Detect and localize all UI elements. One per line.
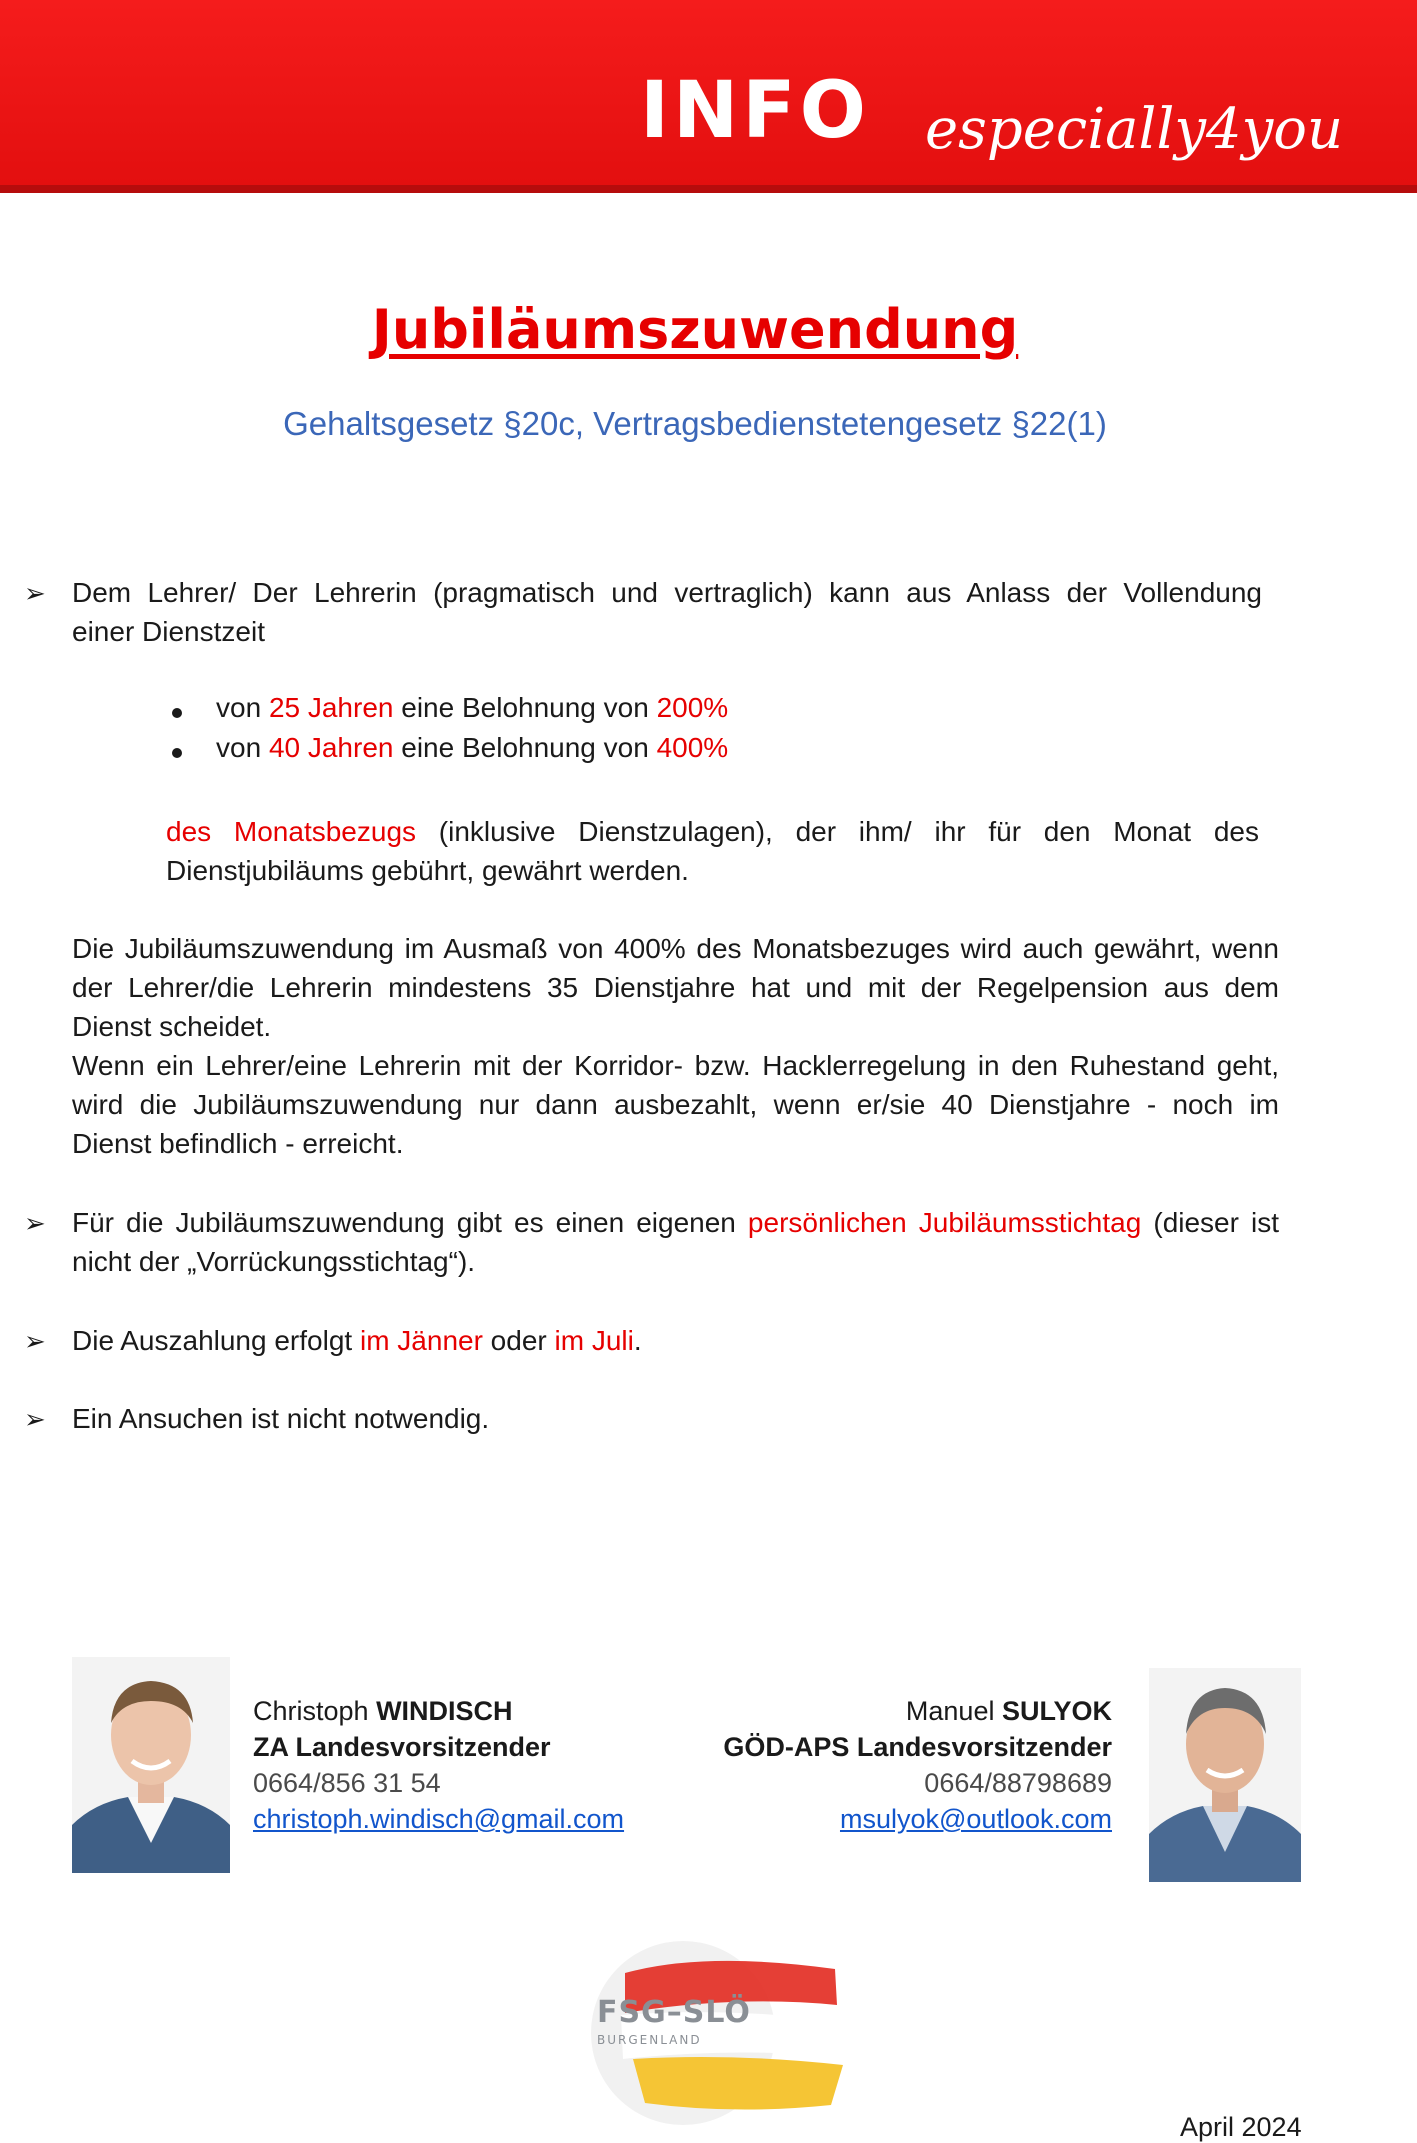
header-banner xyxy=(0,0,1417,193)
stichtag-highlight: persönlichen Jubiläumsstichtag xyxy=(747,1207,1142,1238)
bullet-years: 40 Jahren xyxy=(268,732,394,763)
paragraph-line: Die Jubiläumszuwendung im Ausmaß von 400% des Monatsbezuges wird auch gewährt, wenn xyxy=(72,933,1279,964)
stichtag-line-2: nicht der „Vorrückungsstichtag“). xyxy=(72,1246,476,1277)
ansuchen-paragraph: Ein Ansuchen ist nicht notwendig. xyxy=(72,1403,490,1434)
brushstroke-flag-icon xyxy=(585,1935,850,2125)
bullet-item-40 xyxy=(216,732,728,764)
monatsbezug-line-2: Dienstjubiläums gebührt, gewährt werden. xyxy=(166,855,689,886)
intro-line-2: einer Dienstzeit xyxy=(72,616,265,647)
contact-left xyxy=(253,1693,624,1837)
banner-tagline: especially4you xyxy=(925,97,1344,162)
contact-phone: 0664/88798689 xyxy=(924,1768,1112,1798)
contact-right xyxy=(723,1693,1112,1837)
monatsbezug-line-1 xyxy=(166,812,1259,851)
main-paragraph xyxy=(72,929,1279,1163)
contact-name xyxy=(253,1693,624,1729)
paragraph-line: Dienst befindlich - erreicht. xyxy=(72,1128,404,1159)
arrow-bullet-icon: ➢ xyxy=(24,1208,46,1238)
stichtag-text: (dieser ist xyxy=(1141,1207,1280,1238)
contact-role: ZA Landesvorsitzender xyxy=(253,1732,551,1762)
arrow-bullet-icon: ➢ xyxy=(24,1404,46,1434)
contact-email-link[interactable]: christoph.windisch@gmail.com xyxy=(253,1804,625,1834)
bullet-years: 25 Jahren xyxy=(268,692,394,723)
monatsbezug-text: (inklusive Dienstzulagen), der ihm/ ihr für den Monat des xyxy=(416,816,1259,847)
arrow-bullet-icon: ➢ xyxy=(24,1326,46,1356)
contact-name xyxy=(723,1693,1112,1729)
intro-paragraph xyxy=(72,573,1262,651)
stichtag-text: Für die Jubiläumszuwendung gibt es einen eigenen xyxy=(72,1207,748,1238)
paragraph-line: Dienst scheidet. xyxy=(72,1011,272,1042)
contact-last-name: WINDISCH xyxy=(376,1696,513,1726)
monatsbezug-paragraph xyxy=(166,812,1259,890)
bullet-item-25 xyxy=(216,692,728,724)
bullet-dot-icon xyxy=(172,708,182,718)
contact-last-name: SULYOK xyxy=(1001,1696,1112,1726)
contact-email-link[interactable]: msulyok@outlook.com xyxy=(839,1804,1112,1834)
page-title: Jubiläumszuwendung xyxy=(371,298,1019,361)
auszahlung-text: Die Auszahlung erfolgt xyxy=(72,1325,360,1356)
bullet-percent: 200% xyxy=(656,692,729,723)
intro-line-1: Dem Lehrer/ Der Lehrerin (pragmatisch und vertraglich) kann aus Anlass der Vollendung xyxy=(72,577,1262,608)
logo-region: BURGENLAND xyxy=(597,2033,702,2047)
contact-first-name: Manuel xyxy=(905,1696,1002,1726)
stichtag-line-1 xyxy=(72,1203,1279,1242)
logo-name: FSG–SLÖ xyxy=(597,1995,751,2030)
paragraph-line: der Lehrer/die Lehrerin mindestens 35 Dienstjahre hat und mit der Regelpension aus dem xyxy=(72,972,1279,1003)
bullet-text: eine Belohnung von xyxy=(393,732,657,763)
auszahlung-highlight: im Juli xyxy=(554,1325,634,1356)
bullet-text: von xyxy=(216,732,269,763)
auszahlung-text: . xyxy=(633,1325,642,1356)
contact-phone: 0664/856 31 54 xyxy=(253,1768,441,1798)
paragraph-line: Wenn ein Lehrer/eine Lehrerin mit der Korridor- bzw. Hacklerregelung in den Ruhestand geht, xyxy=(72,1050,1279,1081)
contact-role: GÖD-APS Landesvorsitzender xyxy=(723,1732,1112,1762)
stichtag-paragraph xyxy=(72,1203,1279,1281)
monatsbezug-highlight: des Monatsbezugs xyxy=(166,816,417,847)
auszahlung-highlight: im Jänner xyxy=(359,1325,483,1356)
document-date: April 2024 xyxy=(1180,2112,1302,2142)
fsg-slo-logo xyxy=(585,1935,850,2125)
avatar-sulyok xyxy=(1149,1668,1301,1882)
avatar-windisch xyxy=(72,1657,230,1873)
banner-info-label: INFO xyxy=(640,66,870,156)
bullet-percent: 400% xyxy=(656,732,729,763)
bullet-dot-icon xyxy=(172,748,182,758)
page-subtitle: Gehaltsgesetz §20c, Vertragsbedienstetengesetz §22(1) xyxy=(283,405,1107,442)
bullet-text: eine Belohnung von xyxy=(393,692,657,723)
paragraph-line: wird die Jubiläumszuwendung nur dann ausbezahlt, wenn er/sie 40 Dienstjahre - noch im xyxy=(72,1089,1279,1120)
auszahlung-paragraph xyxy=(72,1321,1279,1360)
person-photo-icon xyxy=(72,1657,230,1873)
bullet-text: von xyxy=(216,692,269,723)
auszahlung-text: oder xyxy=(482,1325,555,1356)
arrow-bullet-icon: ➢ xyxy=(24,578,46,608)
contact-first-name: Christoph xyxy=(253,1696,377,1726)
person-photo-icon xyxy=(1149,1668,1301,1882)
